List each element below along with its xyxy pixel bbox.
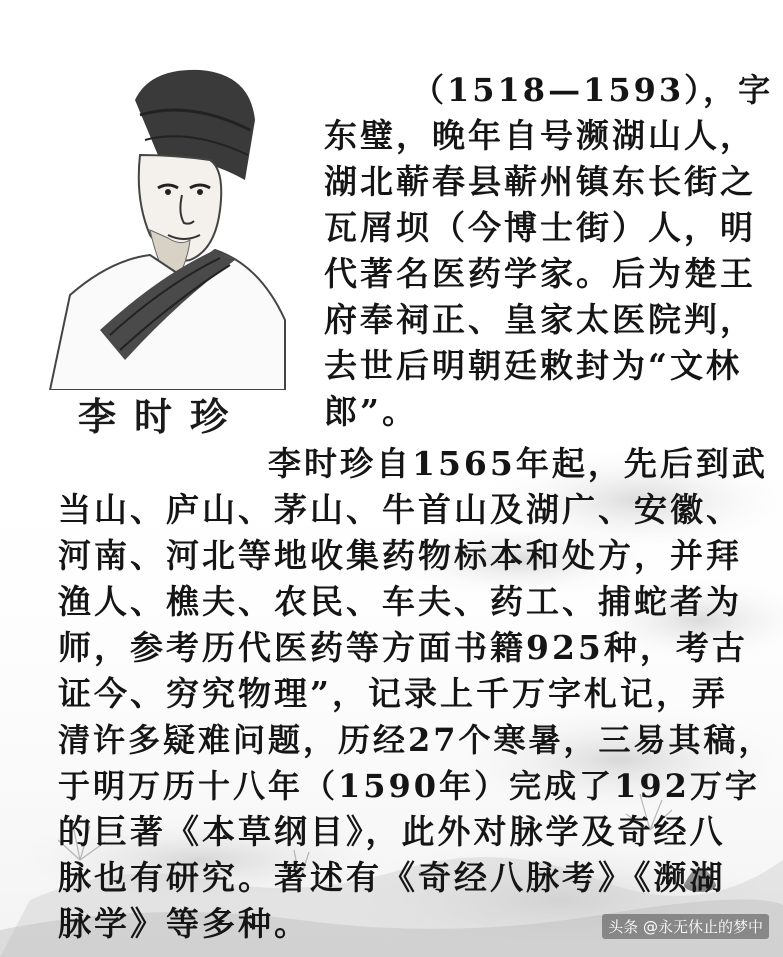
source-watermark: 头条 @永无休止的梦中: [602, 914, 769, 939]
body-line-4: 渔人、樵夫、农民、车夫、药工、捕蛇者为: [58, 582, 742, 621]
body-line-8: 于明万历十八年（1590年）完成了192万字: [58, 767, 760, 805]
body-line-10: 脉也有研究。著述有《奇经八脉考》《濒湖: [58, 858, 726, 897]
bio-line-1: （1518—1593），字: [412, 71, 774, 109]
bio-line-2: 东璧，晚年自号濒湖山人，: [324, 116, 756, 155]
body-line-2: 当山、庐山、茅山、牛首山及湖广、安徽、: [58, 490, 742, 529]
bio-line-7: 去世后明朝廷敕封为“文林: [324, 346, 742, 385]
body-line-1: 李时珍自1565年起，先后到武: [268, 444, 768, 483]
body-line-6: 证今、穷究物理”，记录上千万字札记，弄: [58, 674, 728, 713]
bio-line-8: 郎”。: [324, 392, 418, 431]
bio-line-3: 湖北蕲春县蕲州镇东长街之: [324, 162, 756, 201]
body-line-9: 的巨著《本草纲目》，此外对脉学及奇经八: [58, 812, 726, 851]
body-line-11: 脉学》等多种。: [58, 904, 310, 943]
portrait-caption-name: 李时珍: [78, 395, 247, 439]
bio-line-6: 府奉祠正、皇家太医院判，: [324, 300, 756, 339]
body-line-3: 河南、河北等地收集药物标本和处方，并拜: [58, 536, 742, 575]
body-line-7: 清许多疑难问题，历经27个寒暑，三易其稿，: [58, 721, 774, 759]
portrait-illustration: [40, 60, 290, 390]
bio-line-5: 代著名医药学家。后为楚王: [324, 254, 756, 293]
bio-line-4: 瓦屑坝（今博士街）人，明: [324, 208, 756, 247]
body-line-5: 师，参考历代医药等方面书籍925种，考古: [58, 628, 748, 667]
